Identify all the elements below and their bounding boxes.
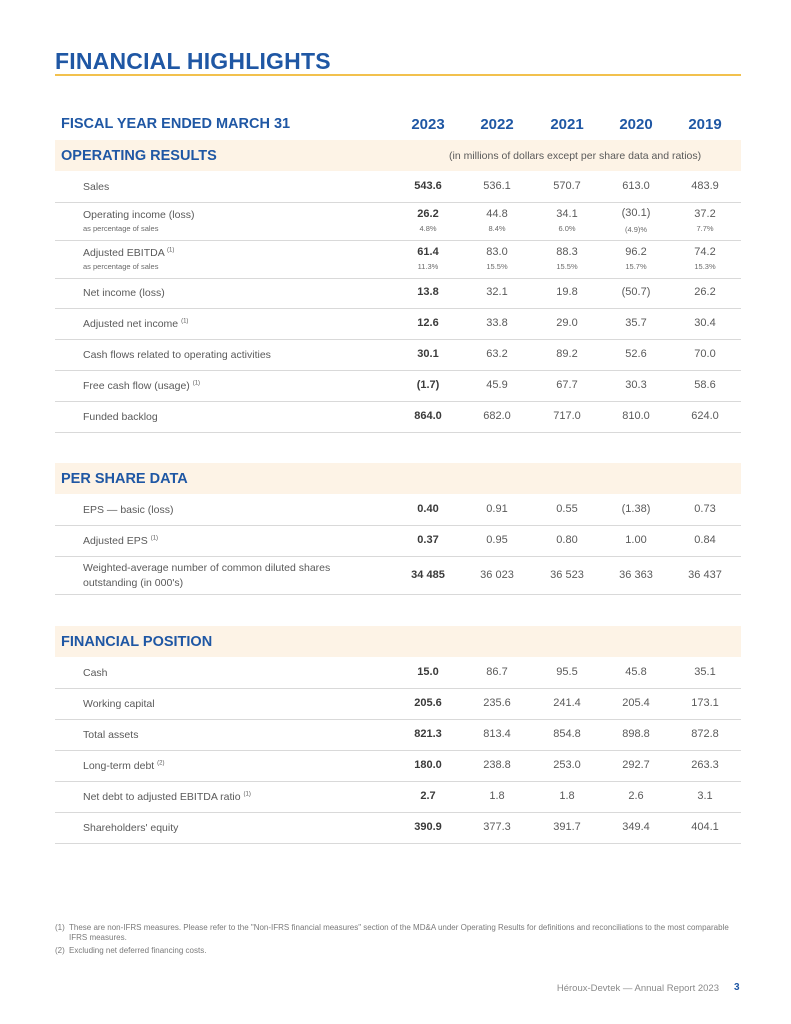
financial-position-band xyxy=(55,626,741,657)
footnote-text: These are non-IFRS measures. Please refer to the "Non-IFRS financial measures" section of the MD&A under Operating Results for definitions and reconciliations to the most comparable IFRS measures. xyxy=(69,923,729,942)
cell-value: 34 485 xyxy=(411,569,445,581)
table-row xyxy=(55,401,741,433)
cell-value: 88.3 xyxy=(556,246,578,258)
row-label: Cash xyxy=(83,667,108,679)
footnote-number: (2) xyxy=(55,946,65,955)
footnote-ref: (1) xyxy=(150,535,159,542)
year-header: 2021 xyxy=(550,116,584,133)
year-header: 2020 xyxy=(619,116,653,133)
cell-subvalue: 4.8% xyxy=(419,224,437,233)
footnote-ref: (1) xyxy=(181,318,189,325)
cell-value: 12.6 xyxy=(417,317,439,329)
row-label: EPS — basic (loss) xyxy=(83,504,174,516)
row-sublabel: as percentage of sales xyxy=(83,262,159,271)
cell-value: (30.1) xyxy=(621,207,651,219)
cell-value: 717.0 xyxy=(553,410,581,422)
table-row xyxy=(55,657,741,689)
cell-value: 0.95 xyxy=(486,534,508,546)
cell-value: 682.0 xyxy=(483,410,511,422)
cell-subvalue: 15.7% xyxy=(625,262,647,271)
footnote xyxy=(55,946,741,956)
cell-value: 543.6 xyxy=(414,180,442,192)
row-label xyxy=(83,247,174,259)
cell-subvalue: (4.9)% xyxy=(624,225,648,234)
cell-value: 45.9 xyxy=(486,379,508,391)
cell-value: 36 437 xyxy=(688,569,722,581)
cell-value: 30.4 xyxy=(694,317,716,329)
row-label-text: Adjusted EPS xyxy=(83,535,148,547)
cell-value: 483.9 xyxy=(691,180,719,192)
cell-value: 180.0 xyxy=(414,759,442,771)
row-label xyxy=(83,791,251,803)
cell-value: 1.8 xyxy=(489,790,505,802)
section-heading: OPERATING RESULTS xyxy=(61,148,217,164)
cell-value: 30.1 xyxy=(417,348,439,360)
operating-results-band xyxy=(55,140,741,171)
cell-value: 390.9 xyxy=(414,821,442,833)
cell-value: 37.2 xyxy=(694,208,716,220)
row-label-text: Adjusted EBITDA xyxy=(83,247,165,259)
cell-value: 0.40 xyxy=(417,503,439,515)
cell-value: 36 023 xyxy=(480,569,514,581)
table-row xyxy=(55,688,741,720)
page-number: 3 xyxy=(734,982,740,993)
cell-value: 33.8 xyxy=(486,317,508,329)
units-note: (in millions of dollars except per share data and ratios) xyxy=(449,150,702,162)
table-row xyxy=(55,370,741,402)
cell-value: 253.0 xyxy=(553,759,581,771)
cell-value: 74.2 xyxy=(694,246,716,258)
cell-value: 0.80 xyxy=(556,534,578,546)
section-heading: FINANCIAL POSITION xyxy=(61,634,213,650)
footnote-ref: (1) xyxy=(167,247,175,254)
cell-value: 61.4 xyxy=(417,246,439,258)
cell-value: 613.0 xyxy=(622,180,650,192)
table-header xyxy=(55,112,741,138)
cell-value: (1.38) xyxy=(621,503,651,515)
row-label xyxy=(83,318,188,330)
cell-value: 3.1 xyxy=(697,790,713,802)
row-label xyxy=(83,380,200,392)
cell-value: 1.8 xyxy=(559,790,575,802)
table-row xyxy=(55,812,741,844)
row-label: Shareholders' equity xyxy=(83,822,179,834)
cell-value: 58.6 xyxy=(694,379,716,391)
cell-subvalue: 15.5% xyxy=(486,262,508,271)
cell-value: 349.4 xyxy=(622,821,650,833)
row-label-text: Net debt to adjusted EBITDA ratio xyxy=(83,791,241,803)
cell-value: 35.7 xyxy=(625,317,647,329)
cell-value: 0.91 xyxy=(486,503,508,515)
cell-value: 13.8 xyxy=(417,286,439,298)
cell-value: 205.6 xyxy=(414,697,442,709)
cell-value: 536.1 xyxy=(483,180,511,192)
cell-value: 864.0 xyxy=(414,410,442,422)
row-label: Cash flows related to operating activities xyxy=(83,349,271,361)
row-label-text: Adjusted net income xyxy=(83,318,179,330)
row-label xyxy=(83,760,164,772)
cell-value: 32.1 xyxy=(486,286,508,298)
cell-value: 292.7 xyxy=(622,759,650,771)
row-label-text: Long-term debt xyxy=(83,760,155,772)
cell-value: 235.6 xyxy=(483,697,511,709)
footnote-ref: (1) xyxy=(192,380,201,387)
cell-value: 854.8 xyxy=(553,728,581,740)
table-row xyxy=(55,240,741,279)
cell-value: 34.1 xyxy=(556,208,578,220)
cell-value: 0.55 xyxy=(556,503,578,515)
cell-value: 404.1 xyxy=(691,821,719,833)
cell-value: 52.6 xyxy=(625,348,647,360)
section-heading: PER SHARE DATA xyxy=(61,471,188,487)
cell-value: 205.4 xyxy=(622,697,650,709)
table-row xyxy=(55,202,741,241)
row-label: Operating income (loss) xyxy=(83,209,195,221)
footnote xyxy=(55,923,741,943)
table-row xyxy=(55,781,741,813)
cell-value: 898.8 xyxy=(622,728,650,740)
cell-value: 810.0 xyxy=(622,410,650,422)
cell-value: 67.7 xyxy=(556,379,578,391)
row-label-text: Free cash flow (usage) xyxy=(83,380,190,392)
cell-value: 2.6 xyxy=(628,790,644,802)
table-row xyxy=(55,278,741,309)
row-label: Funded backlog xyxy=(83,411,158,423)
cell-value: 813.4 xyxy=(483,728,511,740)
cell-value: 241.4 xyxy=(553,697,581,709)
year-header: 2022 xyxy=(480,116,514,133)
table-row xyxy=(55,308,741,340)
table-row xyxy=(55,171,741,203)
footnote-ref: (2) xyxy=(157,760,165,767)
cell-value: 624.0 xyxy=(691,410,719,422)
footnote-number: (1) xyxy=(55,923,65,932)
table-row xyxy=(55,556,741,595)
row-label: Sales xyxy=(83,181,110,193)
cell-value: 83.0 xyxy=(486,246,508,258)
table-row xyxy=(55,339,741,371)
cell-value: 377.3 xyxy=(483,821,511,833)
cell-value: 30.3 xyxy=(625,379,647,391)
cell-value: (50.7) xyxy=(621,286,651,298)
cell-value: 19.8 xyxy=(556,286,578,298)
cell-subvalue: 15.5% xyxy=(556,262,578,271)
title-underline xyxy=(55,74,741,76)
cell-value: 391.7 xyxy=(553,821,581,833)
table-row xyxy=(55,719,741,751)
cell-value: 29.0 xyxy=(556,317,578,329)
table-row xyxy=(55,750,741,782)
row-label: Working capital xyxy=(83,698,155,710)
cell-value: 45.8 xyxy=(625,666,647,678)
row-label xyxy=(83,535,158,547)
cell-value: 36 523 xyxy=(550,569,584,581)
fiscal-year-label: FISCAL YEAR ENDED MARCH 31 xyxy=(61,116,291,132)
table-row xyxy=(55,525,741,557)
row-label: Net income (loss) xyxy=(83,287,165,299)
table-row xyxy=(55,494,741,526)
cell-value: 89.2 xyxy=(556,348,578,360)
row-label: Total assets xyxy=(83,729,139,741)
per-share-band xyxy=(55,463,741,494)
footnote-ref: (1) xyxy=(243,791,251,798)
cell-value: 872.8 xyxy=(691,728,719,740)
footer-text: Héroux-Devtek — Annual Report 2023 xyxy=(556,983,719,994)
cell-value: 36 363 xyxy=(619,569,653,581)
cell-value: 0.37 xyxy=(417,534,439,546)
cell-value: 263.3 xyxy=(691,759,719,771)
cell-value: 570.7 xyxy=(553,180,581,192)
cell-value: 0.73 xyxy=(694,503,716,515)
cell-value: 1.00 xyxy=(625,534,647,546)
page-title: FINANCIAL HIGHLIGHTS xyxy=(55,48,331,74)
cell-value: 173.1 xyxy=(691,697,719,709)
year-header: 2023 xyxy=(411,116,445,133)
cell-value: 2.7 xyxy=(420,790,436,802)
cell-value: 63.2 xyxy=(486,348,508,360)
year-header: 2019 xyxy=(688,116,722,133)
cell-value: 35.1 xyxy=(694,666,716,678)
cell-value: 96.2 xyxy=(625,246,647,258)
footnote-text: Excluding net deferred financing costs. xyxy=(69,946,207,955)
cell-subvalue: 11.3% xyxy=(417,262,439,271)
cell-subvalue: 8.4% xyxy=(488,224,506,233)
row-sublabel: as percentage of sales xyxy=(83,224,159,233)
row-label: Weighted-average number of common diluted shares xyxy=(83,562,331,574)
cell-value: 44.8 xyxy=(486,208,508,220)
cell-value: 821.3 xyxy=(414,728,442,740)
cell-value: 26.2 xyxy=(417,208,439,220)
cell-value: 70.0 xyxy=(694,348,716,360)
cell-value: (1.7) xyxy=(416,379,440,391)
cell-value: 26.2 xyxy=(694,286,716,298)
row-label-line2: outstanding (in 000's) xyxy=(83,577,184,589)
cell-value: 238.8 xyxy=(483,759,511,771)
cell-value: 86.7 xyxy=(486,666,508,678)
cell-value: 95.5 xyxy=(556,666,578,678)
cell-subvalue: 6.0% xyxy=(558,224,576,233)
cell-value: 15.0 xyxy=(417,666,439,678)
cell-subvalue: 7.7% xyxy=(696,224,714,233)
cell-value: 0.84 xyxy=(694,534,716,546)
cell-subvalue: 15.3% xyxy=(694,262,716,271)
